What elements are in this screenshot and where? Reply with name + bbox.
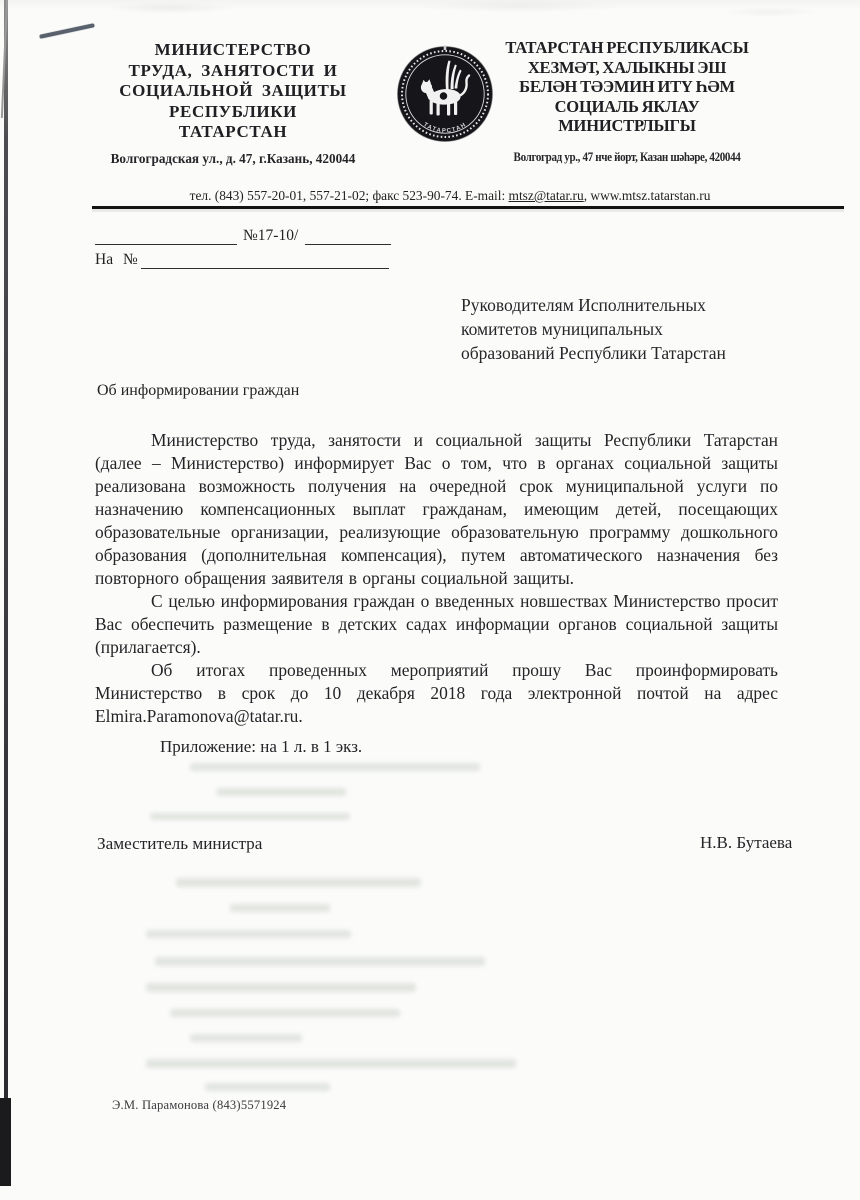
reply-number-blank-underline [141, 251, 389, 269]
ministry-name-line: МИНИСТРЛЫГЫ [558, 116, 696, 135]
contact-line [55, 188, 845, 204]
scan-edge-strip [4, 0, 8, 1102]
date-blank-underline [95, 227, 237, 245]
bleed-through-artifact [190, 1034, 302, 1042]
ministry-name-tatar [482, 38, 772, 136]
signature-title: Заместитель министра [97, 834, 263, 853]
ministry-name-line: ХЕЗМӘТ, ХАЛЫКНЫ ЭШ [527, 57, 727, 77]
bleed-through-artifact [150, 813, 350, 820]
bleed-through-artifact [230, 904, 330, 912]
addressee-block [461, 294, 801, 365]
tatarstan-emblem-icon [395, 43, 495, 145]
letterhead-divider-rule [92, 206, 844, 209]
bleed-through-artifact [216, 788, 346, 796]
reply-to-number-label: На № [95, 251, 138, 268]
addressee-line: Руководителям Исполнительных [461, 295, 706, 315]
ministry-name-line: ТАТАРСТАН РЕСПУБЛИКАСЫ [505, 38, 749, 57]
outgoing-number-label: №17-10/ [243, 227, 299, 244]
bleed-through-artifact [170, 1009, 400, 1017]
bleed-through-artifact [155, 957, 485, 966]
emblem-bottom-text: ТАТАРСТАН [421, 121, 468, 135]
bleed-through-artifact [146, 1059, 516, 1068]
bleed-through-artifact [190, 763, 480, 771]
ministry-name-line: ТАТАРСТАН [178, 122, 288, 141]
body-paragraph: Министерство труда, занятости и социальной защиты Республики Татарстан (далее – Министерство) информирует Вас о том, что в органах социальной защиты реализована возможность получения на очередной срок муниципальной услуги по назначению компенсационных выплат гражданам, имеющим детей, посещающих образовательные организации, реализующие образовательную программу дошкольного образования (дополнительная компенсация), путем автоматического назначения без повторного обращения заявителя в органы социальной защиты. [95, 430, 778, 588]
bleed-through-artifact [205, 1083, 330, 1091]
bleed-through-artifact [146, 983, 416, 992]
contact-email: mtsz@tatar.ru [508, 188, 584, 203]
contact-website: , www.mtsz.tatarstan.ru [583, 188, 711, 203]
body-paragraph: С целью информирования граждан о введенных новшествах Министерство просит Вас обеспечить размещение в детских садах информации органов социальной защиты (прилагается). [95, 591, 778, 657]
attachment-note: Приложение: на 1 л. в 1 экз. [160, 737, 363, 756]
letter-body [95, 429, 778, 728]
scan-edge-strip-bottom [0, 1098, 11, 1186]
addressee-line: образований Республики Татарстан [461, 342, 726, 363]
ministry-address-russian: Волгоградская ул., д. 47, г.Казань, 420044 [110, 151, 356, 166]
bleed-through-artifact [146, 930, 351, 938]
signature-name: Н.В. Бутаева [700, 833, 793, 852]
ministry-name-russian [98, 40, 368, 143]
body-paragraph: Об итогах проведенных мероприятий прошу Вас проинформировать Министерство в срок до 10 декабря 2018 года электронной почтой на адрес Elmira.Paramonova@tatar.ru. [95, 660, 778, 726]
ministry-name-line: МИНИСТЕРСТВО [154, 40, 312, 59]
ministry-address-tatar: Волгоград ур., 47 нче йорт, Казан шәһәре, 420044 [513, 150, 741, 164]
pen-mark-artifact [39, 23, 95, 39]
ministry-name-line: СОЦИАЛЬ ЯКЛАУ [554, 96, 700, 116]
addressee-line: комитетов муниципальных [461, 318, 663, 339]
ministry-name-line: СОЦИАЛЬНОЙ ЗАЩИТЫ [119, 81, 347, 100]
bleed-through-artifact [176, 878, 421, 887]
ministry-name-line: БЕЛӘН ТӘЭМИН ИТҮ ҺӘМ [519, 77, 735, 96]
ministry-name-line: ТРУДА, ЗАНЯТОСТИ И [128, 60, 338, 80]
ministry-name-line: РЕСПУБЛИКИ [169, 101, 297, 121]
executor-contact: Э.М. Парамонова (843)5571924 [112, 1098, 287, 1112]
subject-line: Об информировании граждан [97, 382, 300, 399]
outgoing-number-blank-underline [305, 227, 391, 245]
contact-phone-fax: тел. (843) 557-20-01, 557-21-02; факс 523-90-74. E-mail: [189, 188, 509, 203]
